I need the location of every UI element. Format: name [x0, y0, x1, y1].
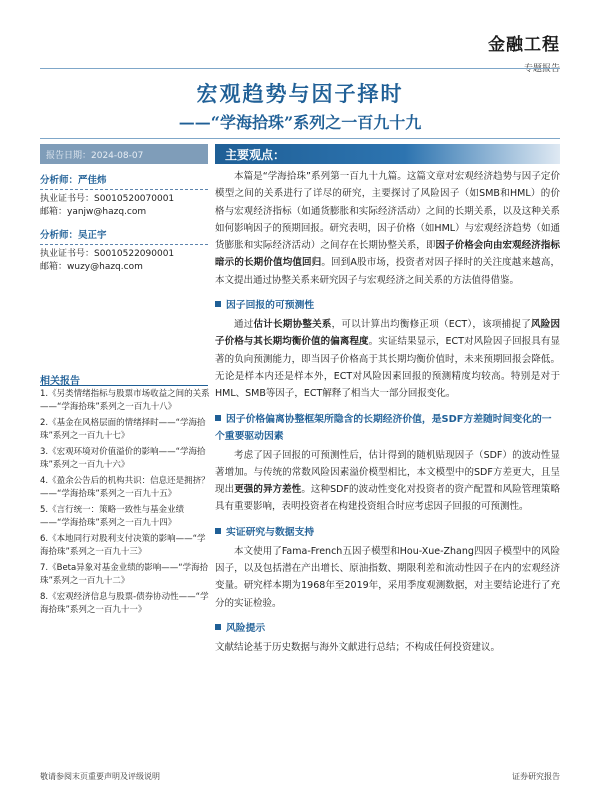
emphasis: 风险因子价格与其长期均衡价值的偏离程度	[215, 319, 560, 348]
section-heading-text: 因子回报的可预测性	[226, 300, 315, 312]
section-heading-text: 因子价格偏离协整框架所隐含的长期经济价值，是SDF方差随时间变化的一个重要驱动因素	[215, 413, 552, 442]
page-subtitle: ——“学海拾珠”系列之一百九十九	[178, 113, 422, 132]
main-content	[215, 144, 560, 656]
text: 通过	[234, 319, 254, 331]
key-points-label: 主要观点：	[225, 148, 286, 162]
analyst-cert: 执业证书号：S0010520070001	[40, 194, 175, 204]
intro-text-2: 。回到A股市场，投资者对因子择时的关注度越来越高，本文提出通过协整关系来研究因子与宏观经济之间关系的方法值得借鉴。	[215, 257, 560, 286]
sidebar	[40, 144, 208, 274]
related-reports-list	[40, 388, 210, 620]
section-heading-text: 风险提示	[226, 622, 266, 634]
analyst-email[interactable]: 邮箱：wuzy@hazq.com	[40, 262, 143, 272]
dashed-divider	[40, 189, 208, 190]
intro-emphasis: 因子价格会向由宏观经济指标暗示的长期价值均值回归	[215, 240, 560, 269]
brand-name: 金融工程	[488, 35, 560, 55]
header-divider	[40, 68, 560, 69]
text: ，可以计算出均衡修正项（ECT），该项捕捉了	[331, 319, 531, 331]
related-report-link[interactable]: 8.《宏观经济信息与股票-债券协动性——“学海拾珠”系列之一百九十一》	[40, 592, 209, 615]
emphasis: 估计长期协整关系	[253, 319, 332, 331]
analyst-card	[40, 172, 208, 219]
key-points-banner	[215, 144, 560, 164]
related-report-link[interactable]: 7.《Beta异象对基金业绩的影响——“学海拾珠”系列之一百九十二》	[40, 563, 209, 586]
related-report-link[interactable]: 3.《宏观环境对价值溢价的影响——“学海拾珠”系列之一百九十六》	[40, 447, 206, 470]
title-divider	[40, 138, 560, 139]
square-bullet-icon	[215, 415, 221, 421]
section-heading	[215, 620, 560, 637]
footer-label: 证券研究报告	[512, 772, 560, 781]
analyst-name: 分析师：吴正宇	[40, 230, 107, 241]
section-paragraph	[215, 639, 560, 656]
intro-paragraph	[215, 168, 560, 289]
related-report-link[interactable]: 1.《另类情绪指标与股票市场收益之间的关系——“学海拾珠”系列之一百九十八》	[40, 389, 210, 412]
related-report-link[interactable]: 4.《盈余公告后的机构共识：信息还是拥挤？——“学海拾珠”系列之一百九十五》	[40, 476, 210, 499]
section-heading	[215, 524, 560, 541]
text: 本文使用了Fama-French五因子模型和Hou-Xue-Zhang四因子模型中的风险因子，以及包括潜在产出增长、原油指数、期限利差和流动性因子在内的宏观经济变量。研究样本期为1968年至2019年，采用季度观测数据，对主要结论进行了充分的实证检验。	[215, 545, 560, 609]
dashed-divider	[40, 244, 208, 245]
section-heading	[215, 411, 560, 445]
section-paragraph	[215, 543, 560, 612]
related-report-link[interactable]: 6.《本地同行对股利支付决策的影响——“学海拾珠”系列之一百九十三》	[40, 534, 206, 557]
section-paragraph	[215, 447, 560, 516]
related-report-link[interactable]: 2.《基金在风格层面的情绪择时——“学海拾珠”系列之一百九十七》	[40, 418, 206, 441]
text: 考虑了因子回报的可预测性后，估计得到的随机贴现因子（SDF）的波动性显著增加。与传统的常数风险因素溢价模型相比，本文模型中的SDF方差更大，且呈现出	[215, 449, 560, 496]
report-date: 报告日期：2024-08-07	[40, 144, 208, 164]
page-title: 宏观趋势与因子择时	[196, 81, 404, 106]
emphasis: 更强的异方差性	[234, 484, 302, 496]
related-divider	[40, 385, 208, 386]
related-reports-heading: 相关报告	[40, 376, 80, 387]
footer-disclaimer: 敬请参阅末页重要声明及评级说明	[40, 772, 160, 781]
section-heading	[215, 297, 560, 314]
text: 。实证结果显示，ECT对风险因子回报具有显著的负向预测能力，即当因子价格高于其长期均衡价值时，未来预期回报会降低。无论是样本内还是样本外，ECT对风险因素回报的预测精度均较高。特别是对于HML、SMB等因子，ECT解释了相当大一部分回报变化。	[215, 336, 560, 400]
analyst-cert: 执业证书号：S0010522090001	[40, 249, 175, 259]
analyst-card	[40, 227, 208, 274]
report-type: 专题报告	[523, 64, 560, 74]
section-paragraph	[215, 316, 560, 402]
analyst-email[interactable]: 邮箱：yanjw@hazq.com	[40, 207, 147, 217]
square-bullet-icon	[215, 301, 221, 307]
text: 。这种SDF的波动性变化对投资者的资产配置和风险管理策略具有重要影响，表明投资者在构建投资组合时应考虑因子回报的可预测性。	[215, 484, 560, 513]
related-report-link[interactable]: 5.《言行统一：策略一致性与基金业绩——“学海拾珠”系列之一百九十四》	[40, 505, 185, 528]
analyst-name: 分析师：严佳炜	[40, 175, 107, 186]
square-bullet-icon	[215, 624, 221, 630]
intro-text: 本篇是“学海拾珠”系列第一百九十九篇。这篇文章对宏观经济趋势与因子定价模型之间的关系进行了详尽的研究，主要探讨了风险因子（如SMB和HML）的价格与宏观经济指标（如通货膨胀和实际经济活动）之间的长期关系，以及这种关系如何影响因子的预期回报。研究表明，因子价格（如HML）与宏观经济趋势（如通货膨胀和实际经济活动）之间存在长期协整关系，即	[215, 171, 560, 252]
text: 文献结论基于历史数据与海外文献进行总结；不构成任何投资建议。	[215, 641, 501, 653]
section-heading-text: 实证研究与数据支持	[226, 526, 315, 538]
square-bullet-icon	[215, 528, 221, 534]
